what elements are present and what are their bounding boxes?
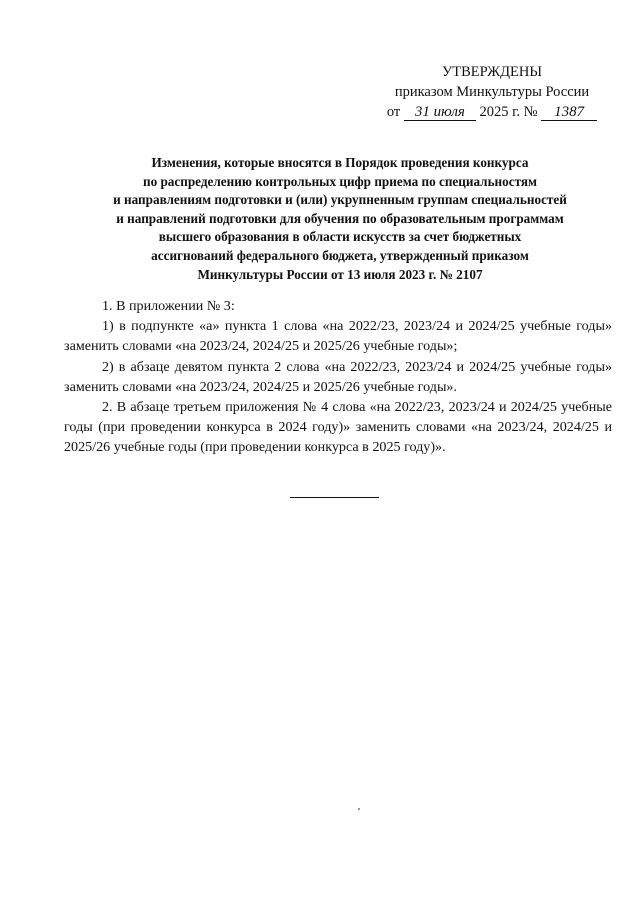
end-separator-line (290, 497, 379, 498)
approval-date-line (372, 102, 612, 122)
date-prefix: от (386, 104, 401, 120)
title-line: Изменения, которые вносятся в Порядок проведения конкурса (151, 155, 529, 170)
document-title (60, 154, 620, 284)
scan-speck (358, 808, 360, 810)
title-line: высшего образования в области искусств за счет бюджетных (158, 229, 522, 245)
document-body (64, 296, 612, 458)
title-line: Минкультуры России от 13 июля 2023 г. № 2107 (197, 266, 483, 282)
paragraph-1-sub-2: 2) в абзаце девятом пункта 2 слова «на 2022/23, 2023/24 и 2024/25 учебные годы» заменить словами «на 2023/24, 2024/25 и 2025/26 учебные годы». (64, 358, 612, 395)
paragraph-1-sub-1: 1) в подпункте «а» пункта 1 слова «на 2022/23, 2023/24 и 2024/25 учебные годы» заменить словами «на 2023/24, 2024/25 и 2025/26 учебные годы»; (64, 318, 612, 355)
approval-by-order: приказом Минкультуры России (394, 84, 590, 100)
handwritten-date: 31 июля (404, 104, 476, 121)
year-text: 2025 г. № (479, 104, 538, 120)
handwritten-order-number: 1387 (541, 104, 597, 121)
title-line: по распределению контрольных цифр приема по специальностям (142, 173, 538, 189)
paragraph-2: 2. В абзаце третьем приложения № 4 слова «на 2022/23, 2023/24 и 2024/25 учебные годы (при проведении конкурса в 2024 году)» заменить словами «на 2023/24, 2024/25 и 2025/26 учебные годы (при проведении конкурса в 2025 году)». (64, 399, 612, 456)
title-line: ассигнований федерального бюджета, утвержденный приказом (151, 247, 529, 263)
title-line: и направлениям подготовки и (или) укрупненным группам специальностей (113, 192, 567, 208)
paragraph-1: 1. В приложении № 3: (102, 298, 235, 314)
approval-heading: УТВЕРЖДЕНЫ (441, 64, 543, 80)
approval-block (372, 62, 612, 122)
title-line: и направлений подготовки для обучения по образовательным программам (116, 210, 564, 226)
